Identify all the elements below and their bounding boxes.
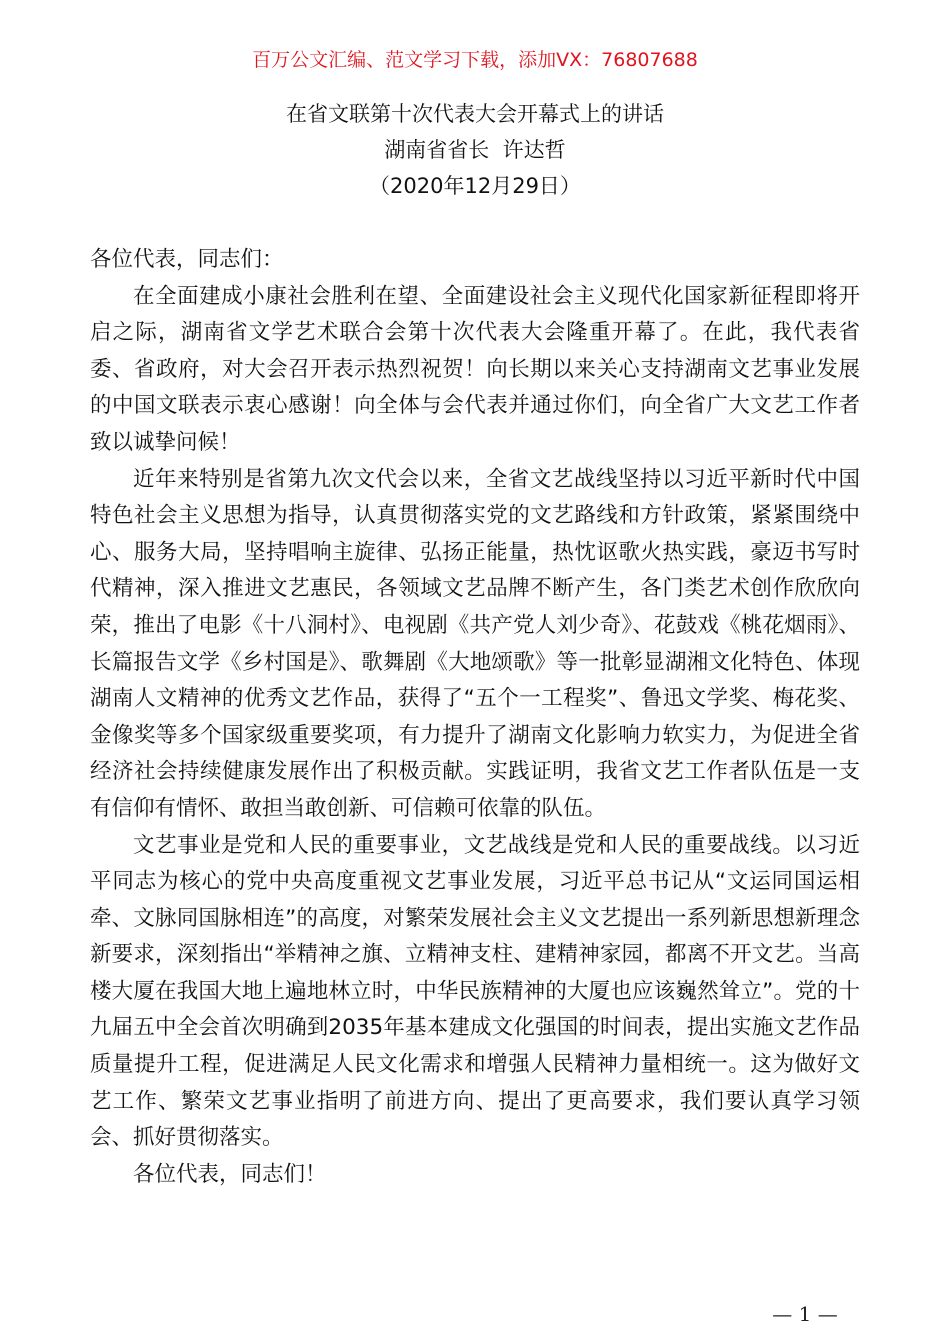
title-block (0, 96, 950, 204)
paragraph: 文艺事业是党和人民的重要事业，文艺战线是党和人民的重要战线。以习近平同志为核心的党中央高度重视文艺事业发展，习近平总书记从“文运同国运相牵、文脉同国脉相连”的高度，对繁荣发展社会主义文艺提出一系列新思想新理念新要求，深刻指出“举精神之旗、立精神支柱、建精神家园，都离不开文艺。当高楼大厦在我国大地上遍地林立时，中华民族精神的大厦也应该巍然耸立”。党的十九届五中全会首次明确到2035年基本建成文化强国的时间表，提出实施文艺作品质量提升工程，促进满足人民文化需求和增强人民精神力量相统一。这为做好文艺工作、繁荣文艺事业指明了前进方向、提出了更高要求，我们要认真学习领会、抓好贯彻落实。 (90, 832, 860, 1151)
speech-title: 在省文联第十次代表大会开幕式上的讲话 (286, 102, 664, 126)
paragraph: 近年来特别是省第九次文代会以来，全省文艺战线坚持以习近平新时代中国特色社会主义思想为指导，认真贯彻落实党的文艺路线和方针政策，紧紧围绕中心、服务大局，坚持唱响主旋律、弘扬正能量，热忱讴歌火热实践，豪迈书写时代精神，深入推进文艺惠民，各领域文艺品牌不断产生，各门类艺术创作欣欣向荣，推出了电影《十八洞村》、电视剧《共产党人刘少奇》、花鼓戏《桃花烟雨》、长篇报告文学《乡村国是》、歌舞剧《大地颂歌》等一批彰显湖湘文化特色、体现湖南人文精神的优秀文艺作品，获得了“五个一工程奖”、鲁迅文学奖、梅花奖、金像奖等多个国家级重要奖项，有力提升了湖南文化影响力软实力，为促进全省经济社会持续健康发展作出了积极贡献。实践证明，我省文艺工作者队伍是一支有信仰有情怀、敢担当敢创新、可信赖可依靠的队伍。 (90, 466, 860, 821)
speaker-line: 湖南省省长 许达哲 (384, 138, 566, 162)
promo-banner: 百万公文汇编、范文学习下载，添加VX：76807688 (252, 49, 698, 71)
paragraph: 在全面建成小康社会胜利在望、全面建设社会主义现代化国家新征程即将开启之际，湖南省文学艺术联合会第十次代表大会隆重开幕了。在此，我代表省委、省政府，对大会召开表示热烈祝贺！向长期以来关心支持湖南文艺事业发展的中国文联表示衷心感谢！向全体与会代表并通过你们，向全省广大文艺工作者致以诚挚问候！ (90, 283, 860, 455)
speech-date: （2020年12月29日） (369, 174, 581, 198)
page-number: — 1 — (772, 1302, 838, 1326)
paragraph: 各位代表，同志们！ (133, 1161, 327, 1187)
speech-body (90, 242, 860, 1193)
salutation: 各位代表，同志们： (90, 247, 284, 272)
